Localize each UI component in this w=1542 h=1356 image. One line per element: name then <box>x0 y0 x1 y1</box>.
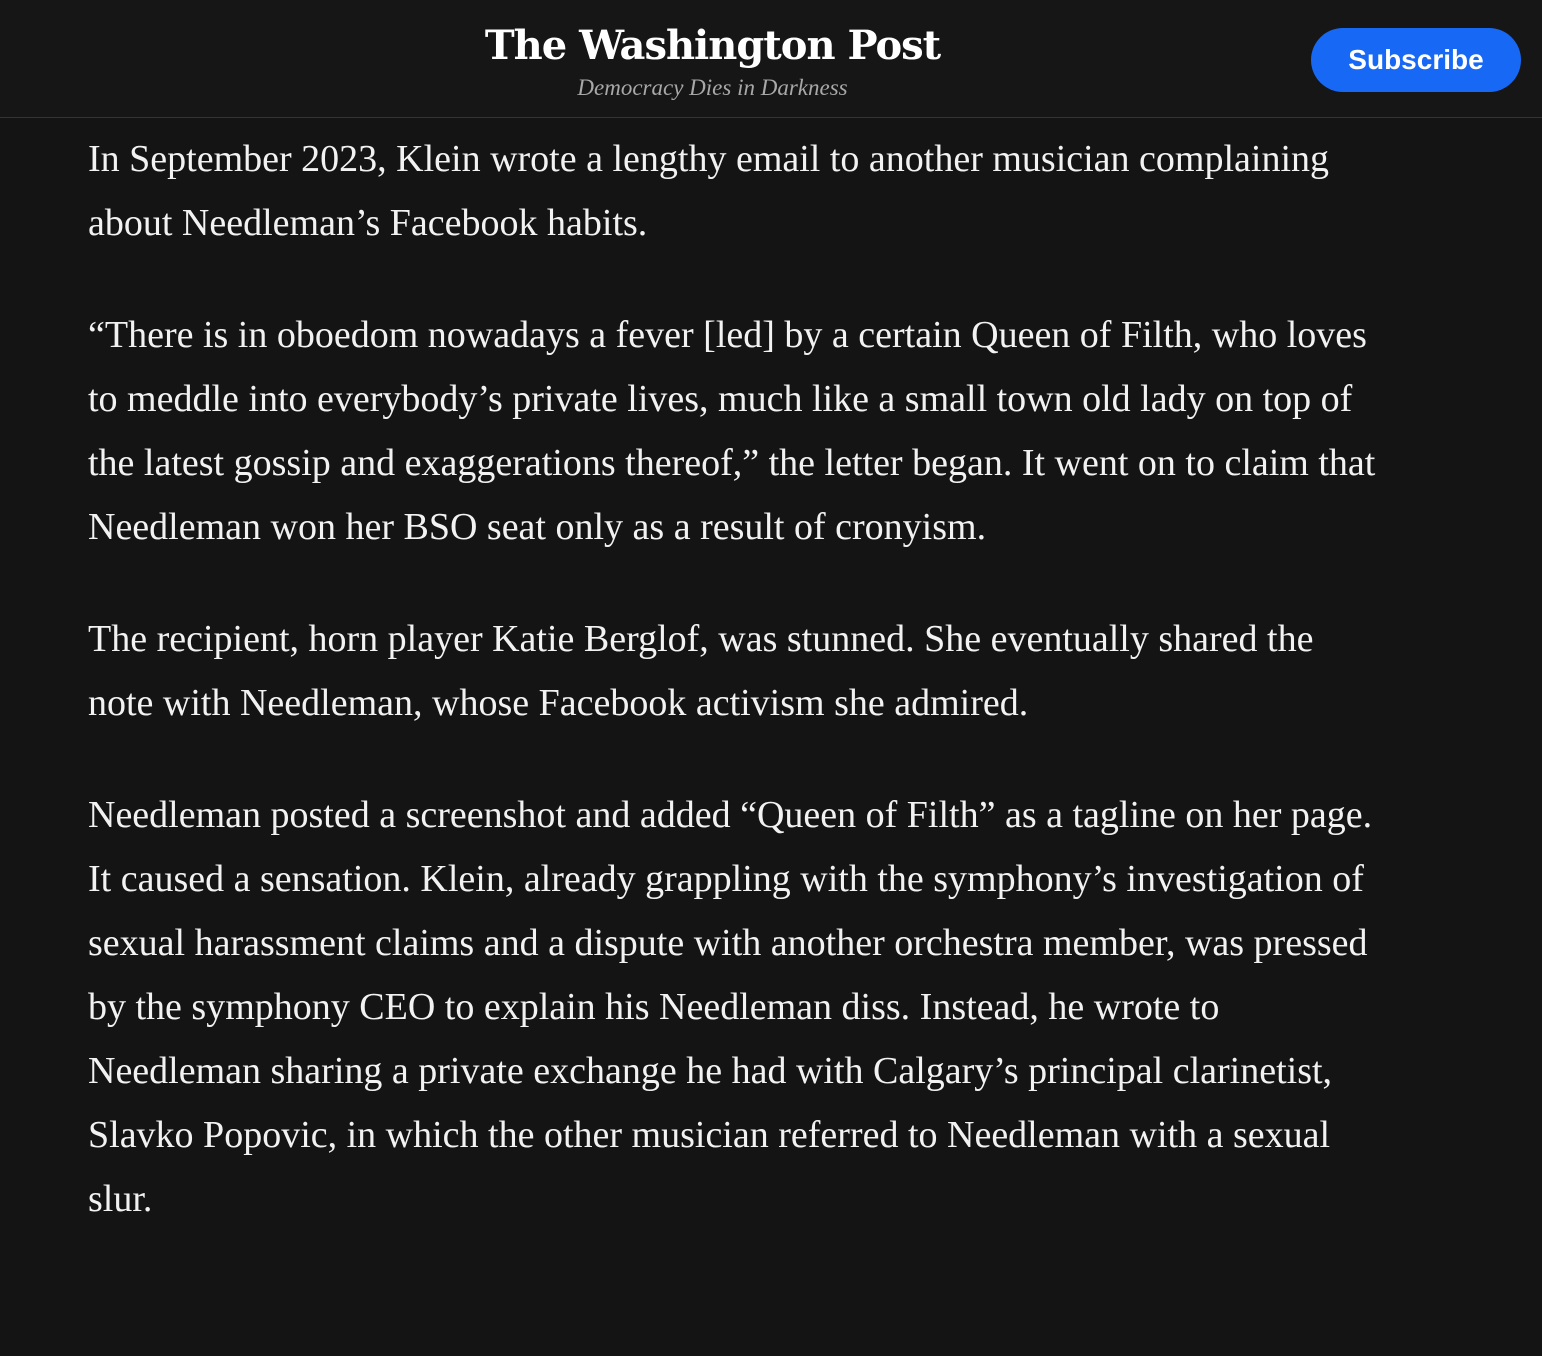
site-header <box>0 0 1542 118</box>
article-paragraph: The recipient, horn player Katie Berglof, was stunned. She eventually shared the note with Needleman, whose Facebook activism she admired. <box>88 618 1314 724</box>
masthead-tagline: Democracy Dies in Darkness <box>577 75 848 100</box>
article-paragraph: In September 2023, Klein wrote a lengthy email to another musician complaining about Needleman’s Facebook habits. <box>88 138 1330 244</box>
article-body <box>88 127 1388 1279</box>
subscribe-button[interactable]: Subscribe <box>1311 28 1521 92</box>
article-paragraph: Needleman posted a screenshot and added “Queen of Filth” as a tagline on her page. It caused a sensation. Klein, already grappling with the symphony’s investigation of sexual harassment claims and a dispute with another orchestra member, was pressed by the symphony CEO to explain his Needleman diss. Instead, he wrote to Needleman sharing a private exchange he had with Calgary’s principal clarinetist, Slavko Popovic, in which the other musician referred to Needleman with a sexual slur. <box>88 794 1373 1220</box>
article-paragraph: “There is in oboedom nowadays a fever [led] by a certain Queen of Filth, who loves to meddle into everybody’s private lives, much like a small town old lady on top of the latest gossip and exaggerations thereof,” the letter began. It went on to claim that Needleman won her BSO seat only as a result of cronyism. <box>88 314 1376 548</box>
masthead-logo[interactable]: The Washington Post <box>484 22 941 69</box>
